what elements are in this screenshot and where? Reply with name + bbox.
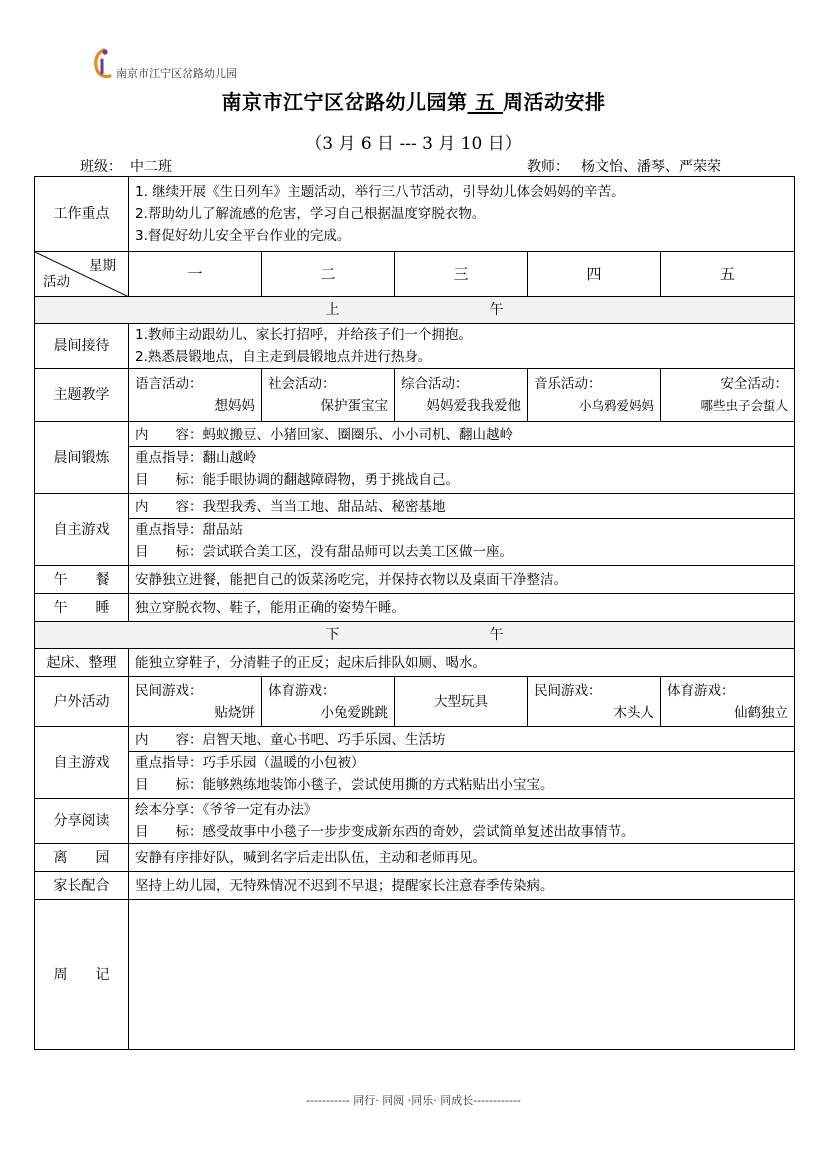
outdoor-row	[35, 677, 795, 727]
days-header-row	[35, 252, 795, 297]
parents-label: 家长配合	[35, 872, 129, 900]
theme-cell-tuesday	[262, 369, 395, 422]
free-play-am-row	[35, 494, 795, 566]
theme-cell-wednesday	[395, 369, 528, 422]
weekly-notes-label: 周 记	[35, 900, 129, 1050]
outdoor-label: 户外活动	[35, 677, 129, 727]
outdoor-cell-wednesday	[395, 677, 528, 727]
exercise-content	[129, 422, 795, 494]
theme-activity: 哪些虫子会蜇人	[700, 398, 789, 413]
focus-item: 2.帮助幼儿了解流感的危害，学习自己根据温度穿脱衣物。	[135, 206, 486, 222]
theme-category: 音乐活动：	[534, 376, 602, 392]
reading-book: 绘本分享：《爷爷一定有办法》	[135, 802, 318, 818]
week-number: 五	[475, 90, 496, 114]
greeting-row	[35, 324, 795, 369]
outdoor-category: 民间游戏：	[534, 682, 602, 699]
outdoor-category: 体育游戏：	[268, 682, 336, 699]
focus-label: 工作重点	[35, 177, 129, 252]
teacher-label: 教师：	[527, 159, 569, 175]
exercise-label: 晨间锻炼	[35, 422, 129, 494]
nap-row	[35, 594, 795, 622]
day-wednesday: 三	[395, 252, 528, 297]
class-value: 中二班	[122, 156, 212, 177]
focus-item: 3.督促好幼儿安全平台作业的完成。	[135, 228, 351, 244]
lunch-label: 午 餐	[35, 566, 129, 594]
school-logo	[90, 46, 270, 82]
free-play-pm-items: 内 容：启智天地、童心书吧、巧手乐园、生活坊	[129, 729, 794, 752]
theme-activity: 妈妈爱我我爱他	[426, 398, 521, 414]
theme-label: 主题教学	[35, 369, 129, 422]
day-friday: 五	[661, 252, 795, 297]
exercise-goal: 目 标：能手眼协调的翻越障碍物，勇于挑战自己。	[135, 472, 459, 488]
wakeup-text: 能独立穿鞋子，分清鞋子的正反；起床后排队如厕、喝水。	[129, 649, 795, 677]
weekly-notes-row	[35, 900, 795, 1050]
focus-row	[35, 177, 795, 252]
morning-section-row	[35, 297, 795, 324]
exercise-guidance: 重点指导：翻山越岭	[135, 450, 257, 466]
free-play-pm-goal: 目 标：能够熟练地装饰小毯子，尝试使用撕的方式粘贴出小宝宝。	[135, 777, 554, 793]
theme-activity: 保护蛋宝宝	[320, 398, 388, 414]
free-play-am-label: 自主游戏	[35, 494, 129, 566]
focus-item: 1. 继续开展《生日列车》主题活动，举行三八节活动，引导幼儿体会妈妈的辛苦。	[135, 184, 625, 200]
day-thursday: 四	[528, 252, 661, 297]
title-prefix: 南京市江宁区岔路幼儿园第	[221, 90, 468, 114]
teacher-value: 杨文怡、潘琴、严荣荣	[569, 156, 765, 177]
school-logo-icon	[90, 46, 118, 82]
wakeup-row	[35, 649, 795, 677]
free-play-pm-row	[35, 727, 795, 799]
theme-cell-friday	[661, 369, 795, 422]
outdoor-activity: 小兔爱跳跳	[320, 704, 388, 721]
theme-cell-monday	[129, 369, 262, 422]
reading-label: 分享阅读	[35, 799, 129, 844]
theme-category: 综合活动：	[401, 376, 469, 392]
free-play-pm-detail	[129, 752, 794, 796]
exercise-items: 内 容：蚂蚁搬豆、小猪回家、圈圈乐、小小司机、翻山越岭	[129, 424, 794, 447]
weekly-notes-text[interactable]	[129, 900, 795, 1050]
greeting-line: 1.教师主动跟幼儿、家长打招呼，并给孩子们一个拥抱。	[135, 327, 472, 343]
wakeup-label: 起床、整理	[35, 649, 129, 677]
class-label: 班级：	[80, 159, 122, 175]
theme-category: 安全活动：	[720, 376, 789, 392]
nap-label: 午 睡	[35, 594, 129, 622]
lunch-row	[35, 566, 795, 594]
weekday-activity-corner	[35, 252, 129, 297]
free-play-am-goal: 目 标：尝试联合美工区，没有甜品师可以去美工区做一座。	[135, 544, 513, 560]
day-monday: 一	[129, 252, 262, 297]
outdoor-category: 体育游戏：	[667, 682, 735, 699]
theme-cell-thursday	[528, 369, 661, 422]
lunch-text: 安静独立进餐，能把自己的饭菜汤吃完，并保持衣物以及桌面干净整洁。	[129, 566, 795, 594]
greeting-line: 2.熟悉晨锻地点，自主走到晨锻地点并进行热身。	[135, 349, 432, 365]
theme-activity: 想妈妈	[214, 398, 255, 414]
outdoor-activity: 贴烧饼	[214, 704, 255, 721]
date-range: （3 月 6 日 --- 3 月 10 日）	[305, 134, 522, 154]
free-play-am-items: 内 容：我型我秀、当当工地、甜品站、秘密基地	[129, 496, 794, 519]
weekday-label: 星期	[89, 258, 116, 274]
schedule-table	[34, 176, 795, 1050]
title-suffix: 周活动安排	[502, 90, 606, 114]
free-play-pm-content	[129, 727, 795, 799]
reading-goal: 目 标：感受故事中小毯子一步步变成新东西的奇妙，尝试简单复述出故事情节。	[135, 824, 635, 840]
leave-text: 安静有序排好队，喊到名字后走出队伍，主动和老师再见。	[129, 844, 795, 872]
exercise-row	[35, 422, 795, 494]
teacher-line	[527, 156, 765, 177]
greeting-label: 晨间接待	[35, 324, 129, 369]
outdoor-activity: 仙鹤独立	[734, 704, 789, 721]
reading-row	[35, 799, 795, 844]
activity-label: 活动	[43, 274, 70, 290]
theme-category: 社会活动：	[268, 376, 336, 392]
leave-row	[35, 844, 795, 872]
theme-row	[35, 369, 795, 422]
outdoor-category: 民间游戏：	[135, 682, 203, 699]
exercise-detail	[129, 447, 794, 491]
day-tuesday: 二	[262, 252, 395, 297]
class-line	[80, 156, 212, 177]
morning-section-label: 上 午	[35, 297, 795, 324]
page-title	[0, 86, 827, 115]
outdoor-activity: 木头人	[613, 704, 654, 721]
free-play-pm-label: 自主游戏	[35, 727, 129, 799]
free-play-am-detail	[129, 519, 794, 563]
outdoor-activity: 大型玩具	[434, 693, 488, 710]
leave-label: 离 园	[35, 844, 129, 872]
parents-text: 坚持上幼儿园，无特殊情况不迟到不早退；提醒家长注意春季传染病。	[129, 872, 795, 900]
theme-activity: 小乌鸦爱妈妈	[578, 398, 654, 413]
nap-text: 独立穿脱衣物、鞋子，能用正确的姿势午睡。	[129, 594, 795, 622]
afternoon-section-label: 下 午	[35, 622, 795, 649]
free-play-am-guidance: 重点指导：甜品站	[135, 522, 243, 538]
theme-category: 语言活动：	[135, 376, 203, 392]
logo-org-name: 南京市江宁区岔路幼儿园	[116, 67, 237, 80]
footer-motto: ----------- 同行· 同阅 ·同乐· 同成长------------	[306, 1094, 521, 1107]
free-play-pm-guidance: 重点指导：巧手乐园（温暖的小包被）	[135, 755, 365, 771]
parents-row	[35, 872, 795, 900]
afternoon-section-row	[35, 622, 795, 649]
outdoor-cell-monday	[129, 677, 262, 727]
reading-content	[129, 799, 795, 844]
outdoor-cell-thursday	[528, 677, 661, 727]
outdoor-cell-tuesday	[262, 677, 395, 727]
focus-content	[129, 177, 795, 252]
free-play-am-content	[129, 494, 795, 566]
greeting-content	[129, 324, 795, 369]
outdoor-cell-friday	[661, 677, 795, 727]
